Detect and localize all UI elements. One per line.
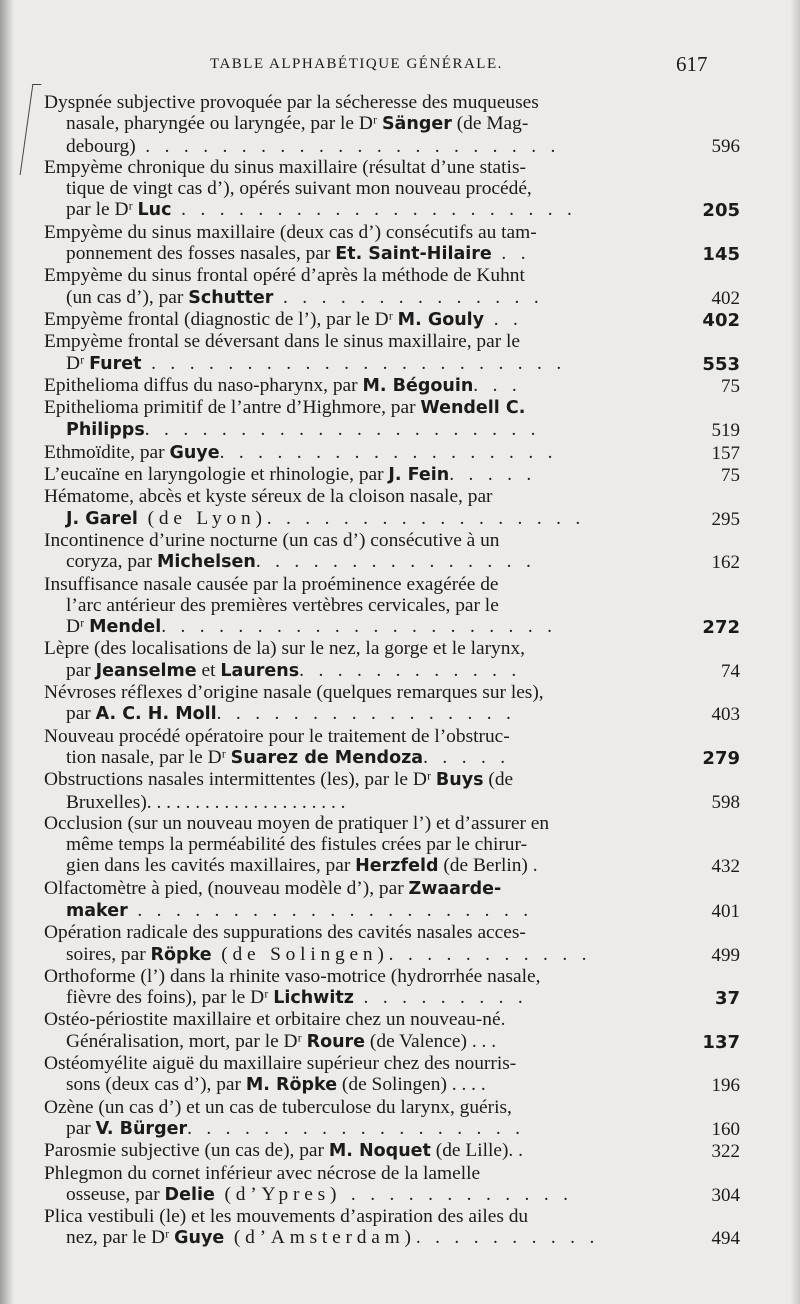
entry-text: ponnement des fosses nasales, par bbox=[66, 243, 336, 265]
author-name: Laurens bbox=[220, 660, 300, 681]
index-entry bbox=[44, 464, 740, 486]
entry-line bbox=[44, 703, 740, 725]
entry-text: l’arc antérieur des premières vertèbres cervicales, par le bbox=[66, 594, 499, 616]
margin-bracket-mark bbox=[20, 84, 42, 175]
entry-text: (de Berlin) . bbox=[438, 855, 538, 877]
page-reference: 402 bbox=[702, 309, 740, 331]
leader-dots: . . . . . bbox=[423, 746, 510, 768]
entry-line bbox=[44, 1031, 740, 1053]
page-reference: 598 bbox=[711, 791, 740, 813]
entry-line bbox=[44, 682, 740, 703]
author-name: M. Röpke bbox=[245, 1075, 338, 1096]
entry-text: par le Dʳ bbox=[66, 199, 138, 221]
entry-line bbox=[44, 309, 740, 331]
entry-line bbox=[44, 397, 740, 419]
index-entry bbox=[44, 1097, 740, 1141]
index-entry bbox=[44, 157, 740, 222]
author-name: Herzfeld bbox=[355, 856, 439, 877]
index-entry bbox=[44, 1206, 740, 1250]
entry-text: Ostéo-périostite maxillaire et orbitaire chez un nouveau-né. bbox=[44, 1009, 506, 1031]
page-reference: 295 bbox=[711, 508, 740, 530]
leader-dots: . . . . . bbox=[449, 464, 537, 486]
entry-line bbox=[44, 222, 740, 243]
entry-text: Epithelioma primitif de l’antre d’Highmore, par bbox=[44, 397, 421, 419]
author-name: Wendell C. bbox=[420, 398, 526, 419]
entry-text: Dʳ bbox=[66, 352, 90, 374]
author-name: V. Bürger bbox=[95, 1118, 188, 1139]
entry-text: (de bbox=[483, 769, 514, 791]
index-entry bbox=[44, 682, 740, 726]
page-reference: 403 bbox=[711, 704, 740, 726]
entry-text: Empyème frontal (diagnostic de l’), par le Dʳ bbox=[44, 308, 398, 330]
leader-dots: . . . . . . . . . . . . . . . . . . . . . bbox=[161, 616, 557, 638]
entry-line bbox=[44, 769, 740, 791]
entry-line bbox=[44, 287, 740, 309]
entry-line bbox=[44, 265, 740, 286]
entry-text: Obstructions nasales intermittentes (les), par le Dʳ bbox=[44, 769, 436, 791]
page-reference: 74 bbox=[721, 660, 740, 682]
entry-line bbox=[44, 660, 740, 682]
index-entry bbox=[44, 442, 740, 464]
index-entry bbox=[44, 922, 740, 966]
index-entry bbox=[44, 574, 740, 639]
entry-line bbox=[44, 638, 740, 659]
index-entry bbox=[44, 966, 740, 1010]
page-reference: 402 bbox=[711, 287, 740, 309]
index-entry bbox=[44, 878, 740, 923]
entry-text: debourg) bbox=[66, 135, 136, 157]
entry-line bbox=[44, 1074, 740, 1096]
index-entry bbox=[44, 309, 740, 331]
index-entry bbox=[44, 1140, 740, 1162]
running-title: TABLE ALPHABÉTIQUE GÉNÉRALE. bbox=[210, 56, 503, 72]
author-name: Lichwitz bbox=[273, 988, 354, 1009]
entry-text: (de Lille). . bbox=[430, 1140, 523, 1162]
author-name: J. Fein bbox=[388, 465, 450, 486]
index-entry bbox=[44, 1053, 740, 1097]
entry-line bbox=[44, 243, 740, 265]
index-entry bbox=[44, 486, 740, 530]
entry-line bbox=[44, 987, 740, 1009]
entry-text: Dʳ bbox=[66, 616, 90, 638]
entry-line bbox=[44, 878, 740, 900]
entry-text: Empyème du sinus frontal opéré d’après la méthode de Kuhnt bbox=[44, 265, 525, 287]
index-entry bbox=[44, 726, 740, 770]
entry-line bbox=[44, 551, 740, 573]
leader-dots: . . . . . . . . . . . . . . . . . . . . . bbox=[144, 419, 541, 441]
entry-text: et bbox=[196, 659, 221, 681]
entry-text: fièvre des foins), par le Dʳ bbox=[66, 987, 274, 1009]
entry-text: Phlegmon du cornet inférieur avec nécrose de la lamelle bbox=[44, 1162, 481, 1184]
page-reference: 205 bbox=[702, 200, 740, 222]
page-header bbox=[0, 52, 800, 82]
entry-text: par bbox=[66, 659, 96, 681]
index-entry bbox=[44, 375, 740, 397]
entry-line bbox=[44, 966, 740, 987]
author-name: Guye bbox=[169, 442, 220, 463]
author-name: M. Noquet bbox=[328, 1141, 431, 1162]
entry-text: Incontinence d’urine nocturne (un cas d’) consécutive à un bbox=[44, 529, 500, 551]
entry-line bbox=[44, 900, 740, 922]
entry-text: Olfactomètre à pied, (nouveau modèle d’), par bbox=[44, 877, 409, 899]
index-entry bbox=[44, 222, 740, 266]
author-name: J. Garel bbox=[66, 508, 138, 529]
leader-dots: . . . . . . . . . . . . . . . bbox=[255, 551, 536, 573]
author-name: Suarez de Mendoza bbox=[230, 747, 424, 768]
leader-dots: . . . . . . . . . . . . . . . . . . . . . bbox=[171, 199, 577, 221]
entry-line bbox=[44, 178, 740, 199]
entry-text: Ostéomyélite aiguë du maxillaire supérieur chez des nourris- bbox=[44, 1053, 517, 1075]
entry-text: Névroses réflexes d’origine nasale (quelques remarques sur les), bbox=[44, 682, 544, 704]
leader-dots: . . . . . . . . . bbox=[353, 987, 528, 1009]
entry-text: sons (deux cas d’), par bbox=[66, 1074, 246, 1096]
entry-text: Hématome, abcès et kyste séreux de la cloison nasale, par bbox=[44, 486, 493, 508]
entry-line bbox=[44, 1009, 740, 1030]
entry-line bbox=[44, 922, 740, 943]
leader-dots: . . . . . . . . . . . . . . . . . . . . . . bbox=[141, 352, 566, 374]
page-reference: 596 bbox=[711, 135, 740, 157]
page-reference: 137 bbox=[702, 1031, 740, 1053]
entry-line bbox=[44, 1118, 740, 1140]
page-reference: 75 bbox=[721, 465, 740, 487]
entry-text: Empyème du sinus maxillaire (deux cas d’) consécutifs au tam- bbox=[44, 221, 537, 243]
page-reference: 37 bbox=[714, 988, 740, 1010]
entry-line bbox=[44, 331, 740, 352]
entry-line bbox=[44, 486, 740, 507]
author-name: Jeanselme bbox=[95, 660, 197, 681]
page-reference: 279 bbox=[702, 747, 740, 769]
entry-text: soires, par bbox=[66, 943, 151, 965]
entry-text: Ethmoïdite, par bbox=[44, 441, 170, 463]
author-name: Delie bbox=[164, 1184, 215, 1205]
leader-dots: (d’Ypres) . . . . . . . . . . . . bbox=[214, 1183, 573, 1205]
author-name: Schutter bbox=[188, 287, 274, 308]
page-reference: 322 bbox=[711, 1141, 740, 1163]
entry-text: Orthoforme (l’) dans la rhinite vaso-motrice (hydrorrhée nasale, bbox=[44, 965, 541, 987]
entry-text: coryza, par bbox=[66, 551, 157, 573]
leader-dots: . . . . . . . . . . . . . . . . . . . . . . bbox=[135, 135, 561, 157]
page-number: 617 bbox=[676, 52, 708, 76]
entry-line bbox=[44, 616, 740, 638]
entry-text: Nouveau procédé opératoire pour le traitement de l’obstruc- bbox=[44, 725, 510, 747]
author-name: Michelsen bbox=[156, 552, 256, 573]
leader-dots: . . . . . . . . . . . . . . bbox=[273, 286, 544, 308]
author-name: Et. Saint-Hilaire bbox=[335, 244, 492, 265]
entry-line bbox=[44, 813, 740, 834]
index-entry bbox=[44, 638, 740, 682]
index-entry bbox=[44, 813, 740, 878]
entry-text: gien dans les cavités maxillaires, par bbox=[66, 855, 356, 877]
page-reference: 157 bbox=[711, 442, 740, 464]
entry-text: Lèpre (des localisations de la) sur le nez, la gorge et le larynx, bbox=[44, 638, 525, 660]
entry-text: Plica vestibuli (le) et les mouvements d’aspiration des ailes du bbox=[44, 1206, 529, 1228]
entry-line bbox=[44, 944, 740, 966]
page-reference: 196 bbox=[711, 1075, 740, 1097]
index-entry bbox=[44, 331, 740, 375]
author-name: Roure bbox=[306, 1031, 366, 1052]
index-entry bbox=[44, 1163, 740, 1207]
entry-line bbox=[44, 136, 740, 157]
index-entry bbox=[44, 1009, 740, 1053]
author-name: A. C. H. Moll bbox=[95, 704, 217, 725]
author-name: Mendel bbox=[89, 617, 162, 638]
index-entry bbox=[44, 530, 740, 574]
page-reference: 494 bbox=[711, 1228, 740, 1250]
leader-dots: . . . . . . . . . . . . . . . . . . bbox=[219, 441, 558, 463]
entry-text: (de Solingen) . . . . bbox=[337, 1074, 486, 1096]
entry-line bbox=[44, 1053, 740, 1074]
entry-line bbox=[44, 1184, 740, 1206]
entry-text: osseuse, par bbox=[66, 1183, 165, 1205]
page-reference: 160 bbox=[711, 1118, 740, 1140]
author-name: Sänger bbox=[381, 114, 452, 135]
index-entry bbox=[44, 397, 740, 442]
leader-dots: (de Lyon). . . . . . . . . . . . . . . . . bbox=[137, 507, 586, 529]
leader-dots: . . . bbox=[473, 374, 522, 396]
page-reference: 499 bbox=[711, 944, 740, 966]
leader-dots: . . . . . . . . . . . . . . . . . . bbox=[187, 1117, 525, 1139]
entry-text: (de Mag- bbox=[451, 113, 529, 135]
entry-line bbox=[44, 375, 740, 397]
index-entries bbox=[44, 92, 740, 1250]
page-reference: 162 bbox=[711, 552, 740, 574]
entry-line bbox=[44, 508, 740, 530]
entry-line bbox=[44, 1097, 740, 1118]
entry-text: Empyème frontal se déversant dans le sinus maxillaire, par le bbox=[44, 331, 520, 353]
entry-text: Parosmie subjective (un cas de), par bbox=[44, 1140, 329, 1162]
leader-dots: . . . . . . . . . . . . . . . . . . . . . bbox=[127, 899, 533, 921]
entry-line bbox=[44, 855, 740, 877]
leader-dots: . . . . . . . . . . . . . . . . bbox=[216, 703, 516, 725]
entry-line bbox=[44, 1163, 740, 1184]
entry-line bbox=[44, 442, 740, 464]
entry-text: Bruxelles). . . . . . . . . . . . . . . . . . . . . bbox=[66, 791, 346, 813]
leader-dots: . . bbox=[491, 243, 531, 265]
entry-line bbox=[44, 419, 740, 441]
entry-text: Dyspnée subjective provoquée par la sécheresse des muqueuses bbox=[44, 92, 539, 113]
entry-text: Ozène (un cas d’) et un cas de tuberculose du larynx, guéris, bbox=[44, 1096, 512, 1118]
page-reference: 75 bbox=[721, 375, 740, 397]
page-reference: 304 bbox=[711, 1184, 740, 1206]
entry-line bbox=[44, 792, 740, 813]
entry-text: tique de vingt cas d’), opérés suivant mon nouveau procédé, bbox=[66, 178, 532, 200]
leader-dots: . . bbox=[484, 308, 523, 330]
author-name: maker bbox=[66, 900, 128, 921]
entry-text: nasale, pharyngée ou laryngée, par le Dʳ bbox=[66, 113, 382, 135]
entry-text: Insuffisance nasale causée par la proéminence exagérée de bbox=[44, 573, 499, 595]
entry-text: Généralisation, mort, par le Dʳ bbox=[66, 1030, 307, 1052]
entry-line bbox=[44, 199, 740, 221]
leader-dots: . . . . . . . . . . . . bbox=[299, 659, 522, 681]
author-name: Guye bbox=[174, 1228, 225, 1249]
entry-line bbox=[44, 113, 740, 135]
entry-text: Empyème chronique du sinus maxillaire (résultat d’une statis- bbox=[44, 156, 526, 178]
entry-text: même temps la perméabilité des fistules crées par le chirur- bbox=[66, 834, 528, 856]
index-entry bbox=[44, 265, 740, 309]
entry-line bbox=[44, 747, 740, 769]
entry-line bbox=[44, 1227, 740, 1249]
entry-line bbox=[44, 1206, 740, 1227]
index-entry bbox=[44, 769, 740, 813]
entry-line bbox=[44, 834, 740, 855]
entry-text: (un cas d’), par bbox=[66, 286, 189, 308]
author-name: Furet bbox=[89, 353, 142, 374]
author-name: M. Bégouin bbox=[362, 375, 474, 396]
leader-dots: (de Solingen). . . . . . . . . . . bbox=[211, 943, 592, 965]
entry-line bbox=[44, 92, 740, 113]
entry-line bbox=[44, 595, 740, 616]
author-name: Philipps bbox=[66, 420, 145, 441]
page-reference: 432 bbox=[711, 856, 740, 878]
page-reference: 272 bbox=[702, 617, 740, 639]
entry-line bbox=[44, 574, 740, 595]
entry-text: tion nasale, par le Dʳ bbox=[66, 746, 231, 768]
entry-line bbox=[44, 726, 740, 747]
entry-text: nez, par le Dʳ bbox=[66, 1227, 175, 1249]
entry-line bbox=[44, 530, 740, 551]
leader-dots: (d’Amsterdam). . . . . . . . . . bbox=[224, 1227, 600, 1249]
entry-text: (de Valence) . . . bbox=[365, 1030, 497, 1052]
entry-text: Occlusion (sur un nouveau moyen de pratiquer l’) et d’assurer en bbox=[44, 812, 550, 834]
page-reference: 553 bbox=[702, 353, 740, 375]
entry-text: par bbox=[66, 703, 96, 725]
entry-text: Epithelioma diffus du naso-pharynx, par bbox=[44, 374, 363, 396]
page-reference: 145 bbox=[702, 244, 740, 266]
page-reference: 519 bbox=[711, 420, 740, 442]
author-name: Röpke bbox=[150, 944, 212, 965]
entry-line bbox=[44, 353, 740, 375]
author-name: Luc bbox=[137, 200, 172, 221]
entry-line bbox=[44, 157, 740, 178]
author-name: Zwaarde- bbox=[408, 878, 502, 899]
entry-line bbox=[44, 464, 740, 486]
entry-line bbox=[44, 1140, 740, 1162]
page-reference: 401 bbox=[711, 900, 740, 922]
entry-text: par bbox=[66, 1117, 96, 1139]
author-name: M. Gouly bbox=[397, 309, 485, 330]
entry-text: L’eucaïne en laryngologie et rhinologie, par bbox=[44, 464, 389, 486]
entry-text: Opération radicale des suppurations des cavités nasales acces- bbox=[44, 922, 526, 944]
index-entry bbox=[44, 92, 740, 157]
author-name: Buys bbox=[435, 770, 484, 791]
